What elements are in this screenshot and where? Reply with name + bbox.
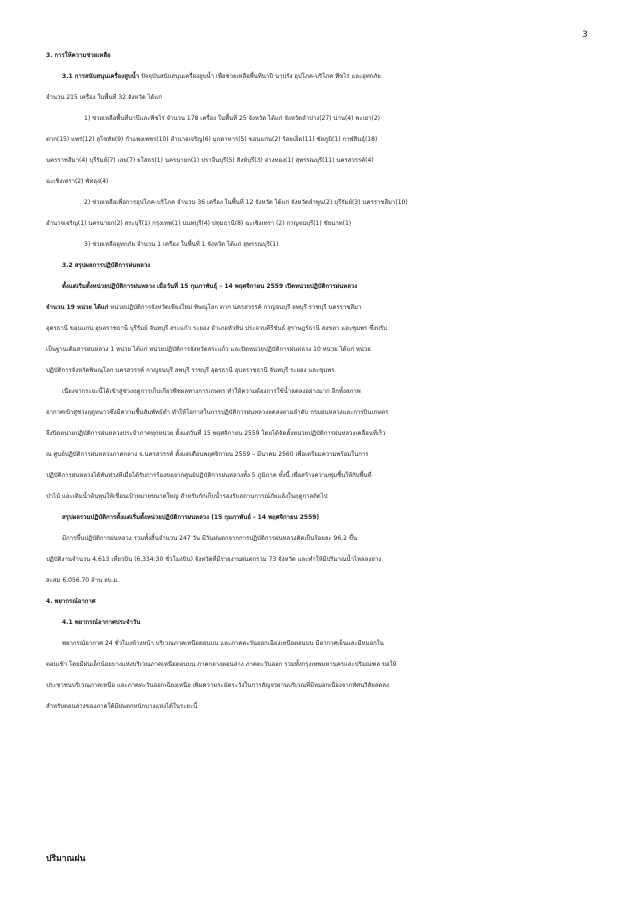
- paragraph-line: อากาศเข้าสู่ช่วงฤดูหนาวซึ่งมีความชื้นสัมพัทธ์ต่ำ ทำให้โอกาสในการปฏิบัติการฝนหลวงลดลงตามลำดับ กรมฝนหลวงและการบินเกษตร: [46, 409, 389, 416]
- paragraph-line: เป็นฐานเติมสารฝนหลวง 1 หน่วย ได้แก่ หน่วยปฏิบัติการจังหวัดสระแก้ว และปิดหน่วยปฏิบัติการฝนหลวง 10 หน่วย ได้แก่ หน่วย: [46, 346, 371, 353]
- item-line: นครราชสีมา(4) บุรีรัมย์(7) เลย(7) ยโสธร(1) นครนายก(1) ปราจีนบุรี(5) สิงห์บุรี(3) อ่างทอง(1) สุพรรณบุรี(11) นครสวรรค์(4): [46, 157, 374, 164]
- paragraph-line: อุดรธานี ขอนแก่น อุบลราชธานี บุรีรัมย์ จันทบุรี สระแก้ว ระยอง อำเภอหัวหิน ประจวบคีรีขันธ์ สุราษฎร์ธานี สงขลา และชุมพร ซึ่งปรับ: [46, 325, 387, 332]
- paragraph-line: จำนวน 215 เครื่อง ในพื้นที่ 32 จังหวัด ได้แก่: [46, 94, 162, 101]
- paragraph-line: จำนวน 19 หน่วย ได้แก่ หน่วยปฏิบัติการจังหวัดเชียงใหม่ พิษณุโลก ตาก นครสวรรค์ กาญจนบุรี ลพบุรี ราชบุรี นครราชสีมา: [46, 304, 362, 311]
- item-line: ตาก(15) แพร่(12) สุโขทัย(9) กำแพงเพชร(10) อำนาจเจริญ(6) มุกดาหาร(5) ขอนแก่น(2) ร้อยเอ็ด(11) ชัยภูมิ(1) กาฬสินธุ์(18): [46, 136, 378, 143]
- paragraph-line: ปฏิบัติงานจำนวน 4,613 เที่ยวบิน (6,334:30 ชั่วโมงบิน) จังหวัดที่มีรายงานฝนตกรวม 73 จังหวัด และทำให้มีปริมาณน้ำไหลลงอ่าง: [46, 556, 382, 563]
- paragraph-line: พยากรณ์อากาศ 24 ชั่วโมงข้างหน้า บริเวณภาคเหนือตอนบน และภาคตะวันออกเฉียงเหนือตอนบน มีอากาศเย็นและมีหมอกใน: [62, 640, 384, 647]
- item-line: อำนาจเจริญ(1) นครนายก(2) สระบุรี(1) กรุงเทพ(1) นนทบุรี(4) ปทุมธานี(8) ฉะเชิงเทรา (2) กาญจนบุรี(1) ชัยนาท(1): [46, 220, 352, 227]
- section-3-1-paragraph: [0, 66, 636, 108]
- paragraph-line: ป่าไม้ และเติมน้ำต้นทุนให้เขื่อนเป้าหมายขนาดใหญ่ สำหรับกักเก็บน้ำรองรับสถานการณ์ภัยแล้งในฤดูกาลถัดไป: [46, 493, 328, 500]
- paragraph-line: ณ ศูนย์ปฏิบัติการฝนหลวงภาคกลาง จ.นครสวรรค์ ตั้งแต่เดือนพฤศจิกายน 2559 – มีนาคม 2560 เพื่อเตรียมความพร้อมในการ: [46, 451, 369, 458]
- item-line: 2) ช่วยเหลือเพื่อการอุปโภค-บริโภค จำนวน 36 เครื่อง ในพื้นที่ 12 จังหวัด ได้แก่ จังหวัดลำพูน(2) บุรีรัมย์(3) นครราชสีมา(10): [84, 199, 408, 206]
- paragraph-line: ตั้งแต่เริ่มตั้งหน่วยปฏิบัติการฝนหลวง เมื่อวันที่ 15 กุมภาพันธุ์ – 14 พฤศจิกายน 2559 เปิดหน่วยปฏิบัติการฝนหลวง: [62, 283, 358, 290]
- pump-item-2: [0, 192, 636, 234]
- paragraph-line: สะสม 6,056.70 ล้าน ลบ.ม.: [46, 577, 120, 584]
- section-4-heading: 4. พยากรณ์อากาศ: [46, 598, 96, 605]
- summary-heading: สรุปผลรวมปฏิบัติการตั้งแต่เริ่มตั้งหน่วยปฏิบัติการฝนหลวง (15 กุมภาพันธ์ - 14 พฤศจิกายน 2559): [62, 514, 320, 521]
- item-line: ฉะเชิงเทรา(2) พัทลุง(4): [46, 178, 109, 185]
- rainmaking-units-paragraph: [0, 276, 636, 381]
- paragraph-line: มีการขึ้นปฏิบัติการฝนหลวง รวมทั้งสิ้นจำนวน 247 วัน มีวันฝนตกจากการปฏิบัติการฝนหลวงคิดเป็นร้อยละ 96.2 ขึ้น: [62, 535, 358, 542]
- rainfall-label: ปริมาณฝน: [46, 854, 86, 864]
- summary-paragraph: [0, 528, 636, 591]
- section-3-2-heading: 3.2 สรุปผลการปฏิบัติการฝนหลวง: [62, 262, 151, 269]
- pump-item-1: [0, 108, 636, 192]
- paragraph-line: ตอนเช้า โดยมีฝนเล็กน้อยบางแห่งบริเวณภาคเหนือตอนบน ภาคกลางตอนล่าง ภาคตะวันออก รวมทั้งกรุงเทพมหานครและปริมณฑล ขอให้: [46, 661, 397, 668]
- item-line: 1) ช่วยเหลือพื้นที่นาปีและพืชไร่ จำนวน 178 เครื่อง ในพื้นที่ 25 จังหวัด ได้แก่ จังหวัดลำปาง(27) น่าน(4) พะเยา(2): [84, 115, 381, 122]
- paragraph-line: จึงปิดหน่วยปฏิบัติการฝนหลวงประจำภาคทุกหน่วย ตั้งแต่วันที่ 15 พฤศจิกายน 2559 โดยได้จัดตั้งหน่วยปฏิบัติการฝนหลวงเคลื่อนที่เร็ว: [46, 430, 386, 437]
- paragraph-line: เนื่องจากระยะนี้ได้เข้าสู่ช่วงฤดูการเก็บเกี่ยวพืชผลทางการเกษตร ทำให้ความต้องการใช้น้ำลดลงอย่างมาก อีกทั้งสภาพ: [62, 388, 361, 395]
- item-line: 3) ช่วยเหลืออุทกภัย จำนวน 1 เครื่อง ในพื้นที่ 1 จังหวัด ได้แก่ สุพรรณบุรี(1): [84, 241, 279, 248]
- forecast-paragraph: [0, 633, 636, 717]
- section-3-1-title: 3.1 การสนับสนุนเครื่องสูบน้ำ: [62, 73, 140, 80]
- paragraph-line: ปฏิบัติการฝนหลวงได้ทันท่วงทีเมื่อได้รับการร้องขอจากศูนย์ปฏิบัติการฝนหลวงทั้ง 5 ภูมิภาค ทั้งนี้ เพื่อสร้างความชุ่มชื้นให้กับพื้นที่: [46, 472, 372, 479]
- page-number: 3: [582, 30, 588, 40]
- section-4-1-heading: 4.1 พยากรณ์อากาศประจำวัน: [62, 619, 141, 626]
- pump-item-3: [0, 234, 636, 255]
- paragraph-line: 3.1 การสนับสนุนเครื่องสูบน้ำ ปัจจุบันสนับสนุนเครื่องสูบน้ำ เพื่อช่วยเหลือพื้นที่นาปี นาปรัง อุปโภค-บริโภค พืชไร่ และอุทกภัย: [62, 73, 381, 80]
- harvest-season-paragraph: [0, 381, 636, 507]
- paragraph-line: ประชาชนบริเวณภาคเหนือ และภาคตะวันออกเฉียงเหนือ เพิ่มความระมัดระวังในการสัญจรผ่านบริเวณที่มีหมอกเนื่องจากทัศนวิสัยลดลง: [46, 682, 389, 689]
- paragraph-line: สำหรับตอนล่างของภาคใต้มีฝนตกหนักบางแห่งได้ในระยะนี้: [46, 703, 198, 710]
- section-3-heading: 3. การให้ความช่วยเหลือ: [46, 52, 111, 59]
- paragraph-line: ปฏิบัติการจังหวัดพิษณุโลก นครสวรรค์ กาญจนบุรี ลพบุรี ราชบุรี อุดรธานี อุบลราชธานี จันทบุรี ระยอง และชุมพร: [46, 367, 335, 374]
